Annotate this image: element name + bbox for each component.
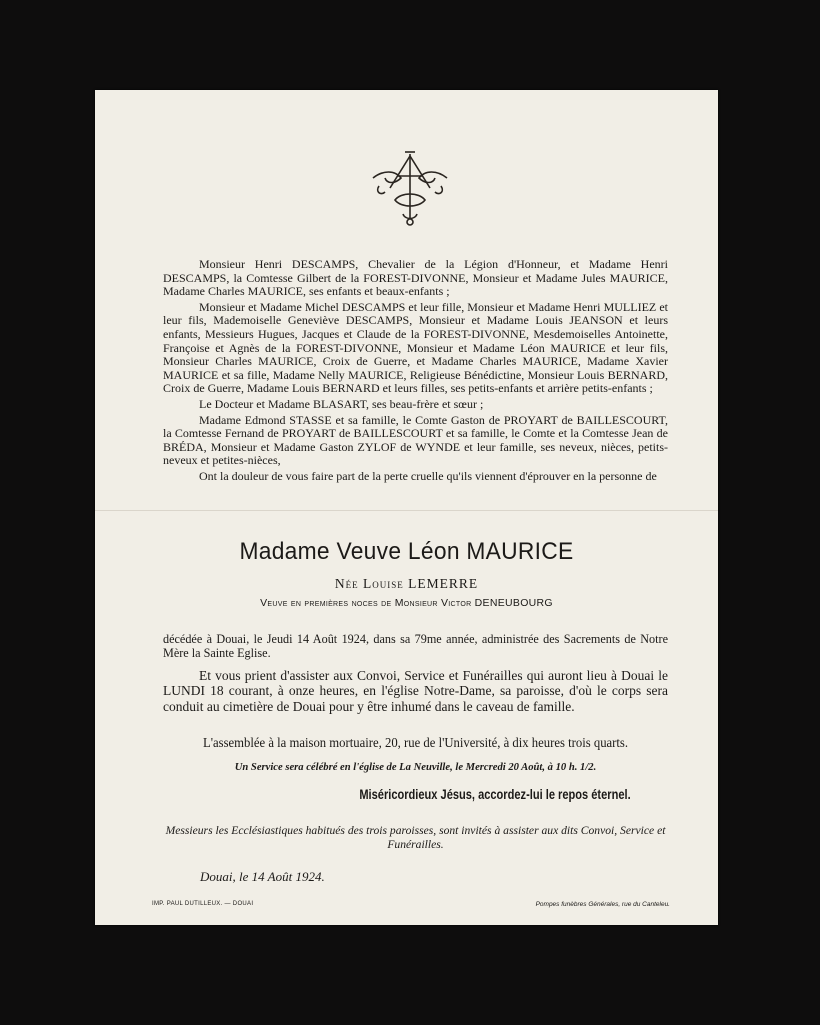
family-list bbox=[163, 258, 668, 486]
fold-line bbox=[95, 510, 718, 511]
deceased-name-title: Madame Veuve Léon MAURICE bbox=[239, 538, 574, 565]
funeral-invitation: Et vous prient d'assister aux Convoi, Service et Funérailles qui auront lieu à Douai le LUNDI 18 courant, à onze heures, en l'église Notre-Dame, sa paroisse, d'où le corps sera conduit au cimetière de Douai pour y être inhumé dans le caveau de famille. bbox=[163, 668, 668, 714]
funeral-notice-card bbox=[95, 90, 718, 925]
family-paragraph: Monsieur Henri DESCAMPS, Chevalier de la Légion d'Honneur, et Madame Henri DESCAMPS, la Comtesse Gilbert de la FOREST-DIVONNE, Monsieur et Madame Jules MAURICE, Madame Charles MAURICE, ses enfants et beaux-enfants ; bbox=[163, 257, 668, 299]
family-paragraph: Monsieur et Madame Michel DESCAMPS et leur fille, Monsieur et Madame Henri MULLIEZ et leur fils, Mademoiselle Geneviève DESCAMPS, Monsieur et Madame Louis JEANSON et leurs enfants, Messieurs Hugues, Jacques et Claude de la FOREST-DIVONNE, Mesdemoiselles Antoinette, Françoise et Agnès de la FOREST-DIVONNE, Monsieur et Madame Léon MAURICE et leur fils, Monsieur Charles MAURICE, Croix de Guerre, et Madame Charles MAURICE, Madame Xavier MAURICE et sa fille, Madame Nelly MAURICE, Religieuse Bénédictine, Monsieur Louis BERNARD, Croix de Guerre, Madame Louis BERNARD et leurs filles, ses petits-enfants et arrière petits-enfants ; bbox=[163, 299, 668, 396]
family-paragraph: Madame Edmond STASSE et sa famille, le Comte Gaston de PROYART de BAILLESCOURT, la Comtesse Fernand de PROYART de BAILLESCOURT et sa famille, le Comte et la Comtesse Jean de BRÉDA, Monsieur et Madame Gaston ZYLOF de WYNDE et leur famille, ses neveux, nièces, petits-neveux et petites-nièces, bbox=[163, 412, 668, 468]
family-paragraph: Le Docteur et Madame BLASART, ses beau-frère et sœur ; bbox=[199, 396, 484, 411]
birth-name: Née Louise LEMERRE bbox=[334, 576, 479, 591]
assembly-note: L'assemblée à la maison mortuaire, 20, rue de l'Université, à dix heures trois quarts. bbox=[202, 735, 629, 750]
place-and-date: Douai, le 14 Août 1924. bbox=[200, 869, 325, 884]
first-marriage-line: Veuve en premières noces de Monsieur Victor DENEUBOURG bbox=[260, 597, 553, 609]
undertaker-imprint: Pompes funèbres Générales, rue du Canteleu. bbox=[535, 901, 670, 908]
printer-imprint: IMP. PAUL DUTILLEUX. — DOUAI bbox=[152, 901, 254, 907]
monogram-ornament bbox=[365, 148, 455, 228]
service-note: Un Service sera célébré en l'église de La Neuville, le Mercredi 20 Août, à 10 h. 1/2. bbox=[234, 762, 597, 773]
prayer-line: Miséricordieux Jésus, accordez-lui le repos éternel. bbox=[359, 787, 631, 802]
family-paragraph: Ont la douleur de vous faire part de la perte cruelle qu'ils viennent d'éprouver en la personne de bbox=[199, 468, 657, 483]
clergy-note: Messieurs les Ecclésiastiques habitués des trois paroisses, sont invités à assister aux dits Convoi, Service et Funérailles. bbox=[165, 824, 666, 851]
death-details: décédée à Douai, le Jeudi 14 Août 1924, dans sa 79me année, administrée des Sacrements de Notre Mère la Sainte Eglise. bbox=[163, 632, 668, 660]
